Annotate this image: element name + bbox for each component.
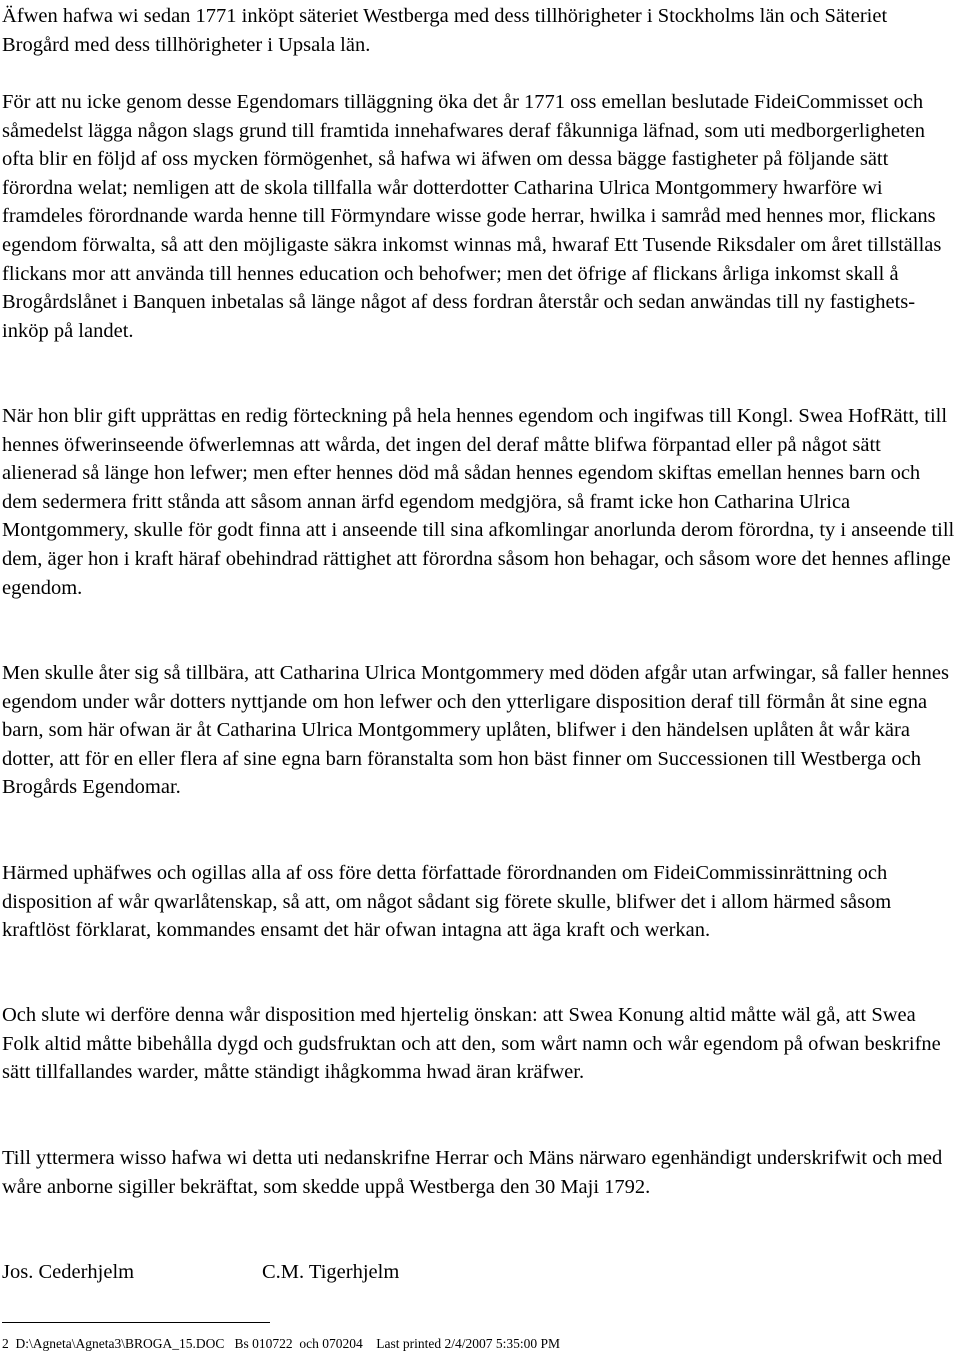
- signature-tigerhjelm: C.M. Tigerhjelm: [262, 1261, 400, 1283]
- paragraph-5: Härmed uphäfwes och ogillas alla af oss före detta författade förordnanden om FideiCommissinrättning och disposition af wår qwarlåtenskap, så att, om något sådant sig förete skulle, blifwer det i allom härmed såsom kraftlöst förklarat, kommandes ensamt det här ofwan intagna att äga kraft och werkan.: [2, 862, 892, 942]
- paragraph-1: Äfwen hafwa wi sedan 1771 inköpt säteriet Westberga med dess tillhörigheter i Stockholms län och Säteriet Brogård med dess tillhörigheter i Upsala län.: [2, 5, 888, 56]
- signature-cederhjelm: Jos. Cederhjelm: [2, 1261, 135, 1283]
- footer-divider: [2, 1322, 270, 1323]
- paragraph-2: För att nu icke genom desse Egendomars tilläggning öka det år 1771 oss emellan beslutade FideiCommisset och såmedelst lägga någon slags grund till framtida innehafwares deraf fåkunniga läfnad, som uti medborgerligheten ofta blir en följd af oss mycken förmögenhet, så hafwa wi äfwen om dessa bägge fastigheter på följande sätt förordna welat; nemligen att de skola tillfalla wår dotterdotter Catharina Ulrica Montgommery hwarföre wi framdeles förordnande warda henne till Förmyndare wisse gode herrar, hwilka i samråd med hennes mor, flickans egendom förwalta, så att den möjligaste säkra inkomst winnas må, hwaraf Ett Tusende Riksdaler om året tillställas flickans mor att använda till hennes education och behofwer; men det öfrige af flickans årliga inkomst skall å Brogårdslånet i Banquen inbetalas så länge något af dess fordran återstår och sedan anwändas till ny fastighets- inköp på landet.: [2, 91, 942, 342]
- paragraph-7: Till yttermera wisso hafwa wi detta uti nedanskrifne Herrar och Mäns närwaro egenhändigt underskrifwit och med wåre anborne sigiller bekräftat, som skedde uppå Westberga den 30 Maji 1792.: [2, 1147, 943, 1198]
- paragraph-3: När hon blir gift upprättas en redig förteckning på hela hennes egendom och ingifwas till Kongl. Swea HofRätt, till hennes öfwerinseende öfwerlemnas att wårda, det ingen del deraf måtte blifwa förpantad eller på något sätt alienerad så länge hon lefwer; men efter hennes död må sådan hennes egendom skiftas emellan hennes barn och dem sedermera fritt stånda att såsom annan ärfd egendom medgjöra, så framt icke hon Catharina Ulrica Montgommery, skulle för godt finna att i anseende till sina afkomlingar anorlunda derom förordna, ty i anseende till dem, äger hon i kraft häraf obehindrad rättighet att förordna såsom hon behagar, och såsom wore det hennes aflinge egendom.: [2, 405, 955, 599]
- paragraph-4: Men skulle åter sig så tillbära, att Catharina Ulrica Montgommery med döden afgår utan arfwingar, så faller hennes egendom under wår dotters nyttjande om hon lefwer och den ytterligare disposition deraf till förmån åt sine egna barn, som här ofwan är åt Catharina Ulrica Montgommery uplåten, blifwer i den händelsen uplåten åt wår kära dotter, att för en eller flera af sine egna barn föranstalta som hon bäst finner om Successionen till Westberga och Brogårds Egendomar.: [2, 662, 949, 799]
- paragraph-6: Och slute wi derföre denna wår disposition med hjertelig önskan: att Swea Konung altid måtte wäl gå, att Swea Folk altid måtte bibehålla dygd och gudsfruktan och att den, som wårt namn och wår egendom på ofwan beskrifne sätt tillfallandes warder, måtte ständigt ihågkomma hwad äran kräfwer.: [2, 1004, 941, 1084]
- page-footer: 2 D:\Agneta\Agneta3\BROGA_15.DOC Bs 010722 och 070204 Last printed 2/4/2007 5:35:00 PM: [2, 1336, 560, 1351]
